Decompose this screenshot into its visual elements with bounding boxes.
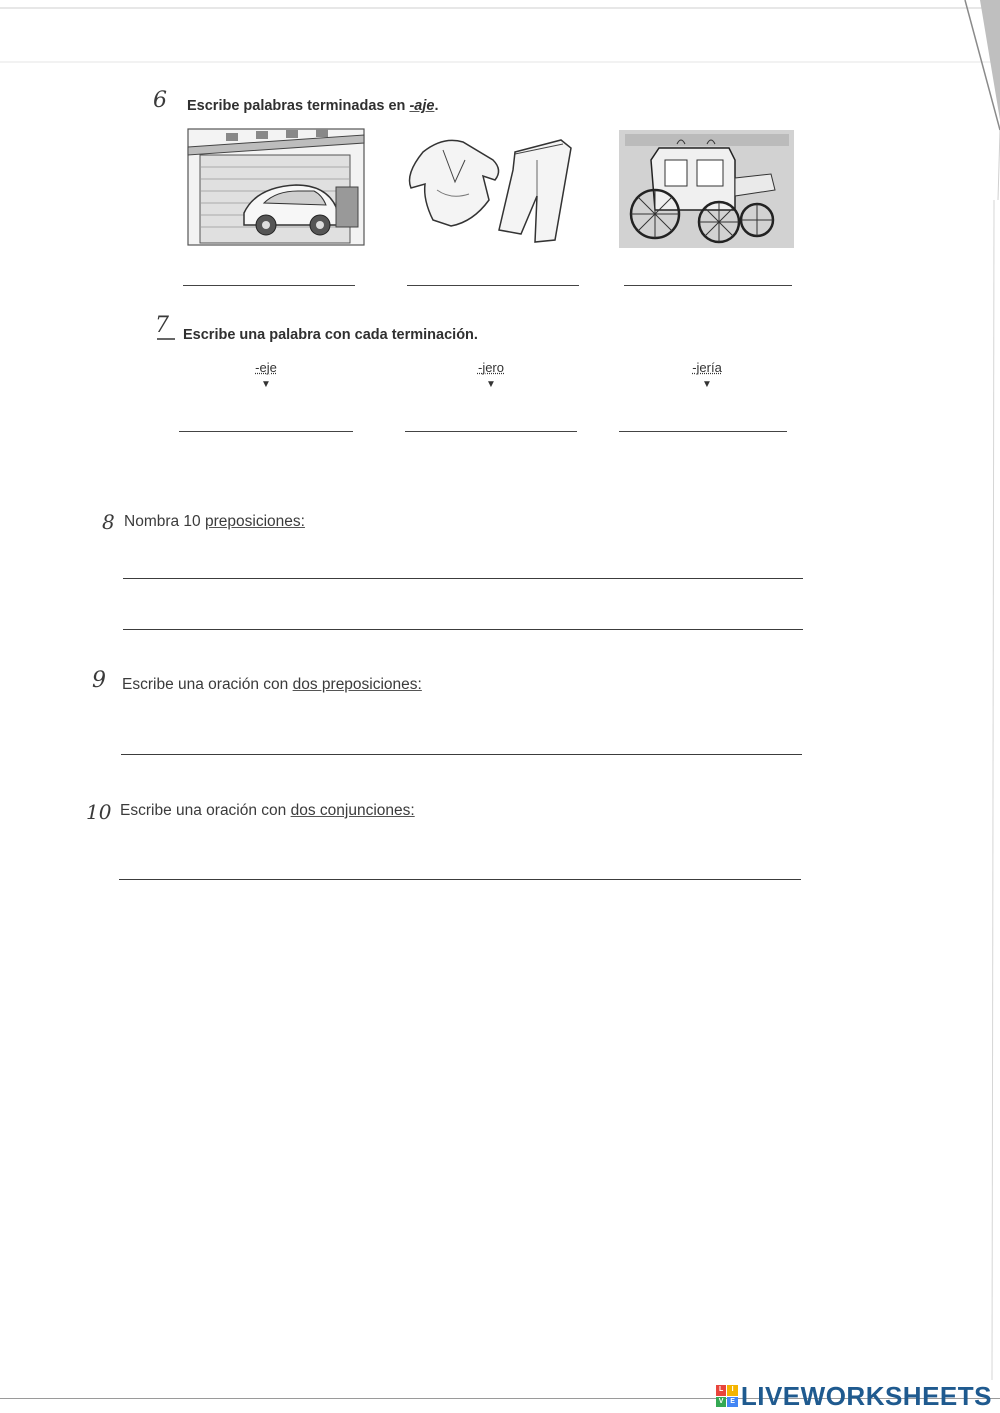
exercise7-arrow-1: ▼ [261, 379, 271, 390]
scan-top-edge [0, 0, 1000, 70]
exercise7-arrow-3: ▼ [702, 379, 712, 390]
carriage-image [619, 130, 794, 248]
garage-image [186, 127, 366, 247]
exercise8-title-underlined: preposiciones: [204, 513, 305, 530]
exercise7-title: Escribe una palabra con cada terminación. [183, 327, 478, 343]
exercise7-number: 7 [155, 313, 169, 338]
exercise10-title-prefix: Escribe una oración con [120, 802, 291, 819]
exercise7-answer-2[interactable] [405, 431, 577, 432]
exercise7-ending-1 [236, 360, 296, 390]
scan-page-fold [880, 0, 1000, 200]
exercise10-number: 10 [86, 800, 112, 824]
brand-text: LIVEWORKSHEETS [740, 1380, 992, 1411]
logo-letter-i: I [727, 1385, 738, 1396]
exercise7-ending-2 [461, 360, 521, 390]
exercise6-title-end: . [434, 98, 439, 114]
exercise8-answer-2[interactable] [123, 629, 803, 630]
exercise7-number-underline [157, 337, 175, 341]
exercise8-title [124, 513, 305, 531]
exercise8-answer-1[interactable] [123, 578, 803, 579]
exercise6-answer-3[interactable] [624, 285, 792, 286]
exercise7-ending-label-2: -jero [477, 360, 504, 375]
exercise7-answer-3[interactable] [619, 431, 787, 432]
logo-letter-v: V [716, 1397, 727, 1408]
exercise6-answer-2[interactable] [407, 285, 579, 286]
logo-letter-e: E [727, 1397, 738, 1408]
exercise7-ending-label-3: -jería [692, 360, 722, 375]
exercise6-title-prefix: Escribe palabras terminadas en [187, 98, 410, 114]
exercise10-title [120, 802, 415, 820]
exercise10-answer-1[interactable] [119, 879, 801, 880]
exercise6-answer-1[interactable] [183, 285, 355, 286]
exercise8-title-prefix: Nombra 10 [124, 513, 205, 530]
exercise6-number: 6 [153, 88, 167, 113]
exercise6-title [187, 98, 438, 114]
exercise9-number: 9 [92, 668, 106, 693]
exercise9-title-underlined: dos preposiciones: [292, 676, 422, 693]
liveworksheets-brand [716, 1382, 992, 1410]
exercise9-title [122, 676, 422, 694]
clothing-image [403, 130, 583, 248]
exercise10-title-underlined: dos conjunciones: [290, 802, 415, 819]
exercise7-ending-label-1: -eje [255, 360, 277, 375]
logo-letter-l: L [716, 1385, 727, 1396]
exercise6-title-suffix: -aje [409, 98, 435, 114]
exercise9-title-prefix: Escribe una oración con [122, 676, 293, 693]
scan-right-edge [980, 200, 1000, 1380]
exercise8-number: 8 [102, 510, 115, 534]
liveworksheets-logo-icon [716, 1385, 738, 1407]
exercise7-arrow-2: ▼ [486, 379, 496, 390]
exercise7-answer-1[interactable] [179, 431, 353, 432]
exercise7-ending-3 [677, 360, 737, 390]
exercise9-answer-1[interactable] [121, 754, 802, 755]
